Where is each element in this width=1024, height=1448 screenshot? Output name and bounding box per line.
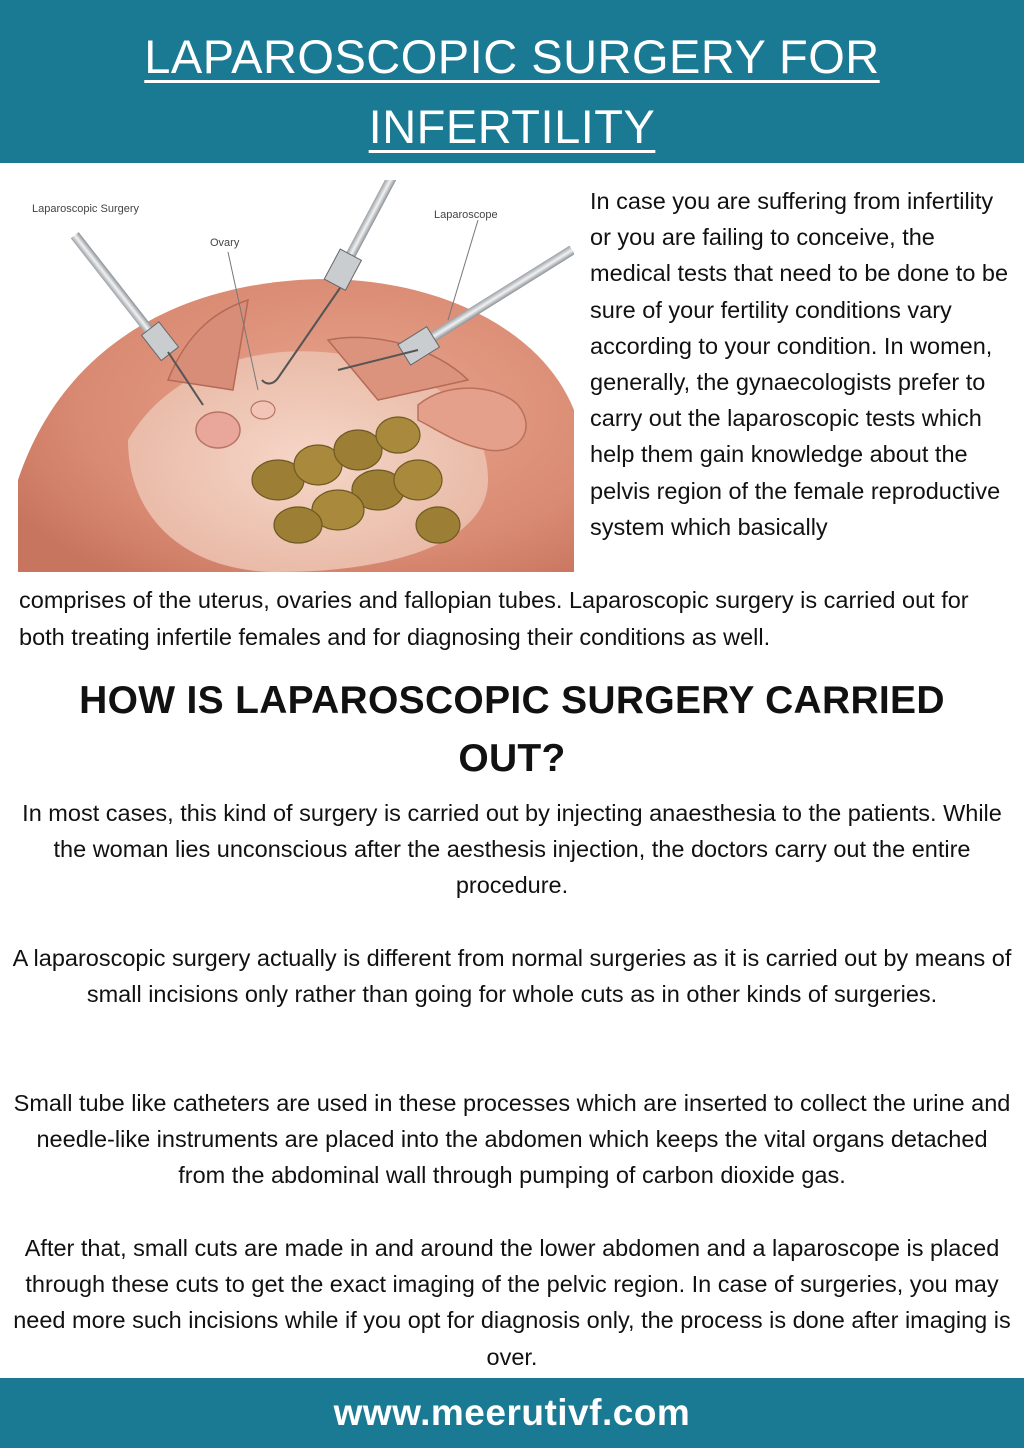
title-banner: [0, 0, 1024, 163]
section-paragraph: After that, small cuts are made in and around the lower abdomen and a laparoscope is placed through these cuts to get the exact imaging of the pelvic region. In case of surgeries, you may need more such incisions while if you opt for diagnosis only, the process is done after imaging is over.: [13, 1235, 1011, 1370]
laparoscopic-surgery-illustration: [18, 180, 574, 572]
label-laparoscope: Laparoscope: [434, 209, 498, 221]
intro-paragraph-right: In case you are suffering from infertility or you are failing to conceive, the medical tests that need to be done to be sure of your fertility conditions vary according to your condition. In women, generally, the gynaecologists prefer to carry out the laparoscopic tests which help them gain knowledge about the pelvis region of the female reproductive system which basically: [590, 188, 1009, 540]
page-title: LAPAROSCOPIC SURGERY FOR INFERTILITY: [144, 30, 880, 153]
intro-paragraph-continued: comprises of the uterus, ovaries and fallopian tubes. Laparoscopic surgery is carried out for both treating infertile females and for diagnosing their conditions as well.: [19, 587, 969, 650]
label-laparoscopic-surgery: Laparoscopic Surgery: [32, 203, 140, 215]
section-paragraph: In most cases, this kind of surgery is carried out by injecting anaesthesia to the patients. While the woman lies unconscious after the aesthesis injection, the doctors carry out the entire procedure.: [22, 800, 1002, 899]
section-heading: HOW IS LAPAROSCOPIC SURGERY CARRIED OUT?: [79, 679, 945, 780]
uterus: [196, 412, 240, 448]
section-paragraph: Small tube like catheters are used in these processes which are inserted to collect the urine and needle-like instruments are placed into the abdomen which keeps the vital organs detached from the abdominal wall through pumping of carbon dioxide gas.: [13, 1090, 1011, 1189]
website-link[interactable]: www.meerutivf.com: [333, 1392, 691, 1433]
ovary: [251, 401, 275, 419]
surgery-illustration-svg: [18, 180, 574, 572]
footer-banner: [0, 1378, 1024, 1448]
section-paragraph: A laparoscopic surgery actually is different from normal surgeries as it is carried out by means of small incisions only rather than going for whole cuts as in other kinds of surgeries.: [12, 945, 1012, 1008]
label-ovary: Ovary: [210, 237, 240, 249]
